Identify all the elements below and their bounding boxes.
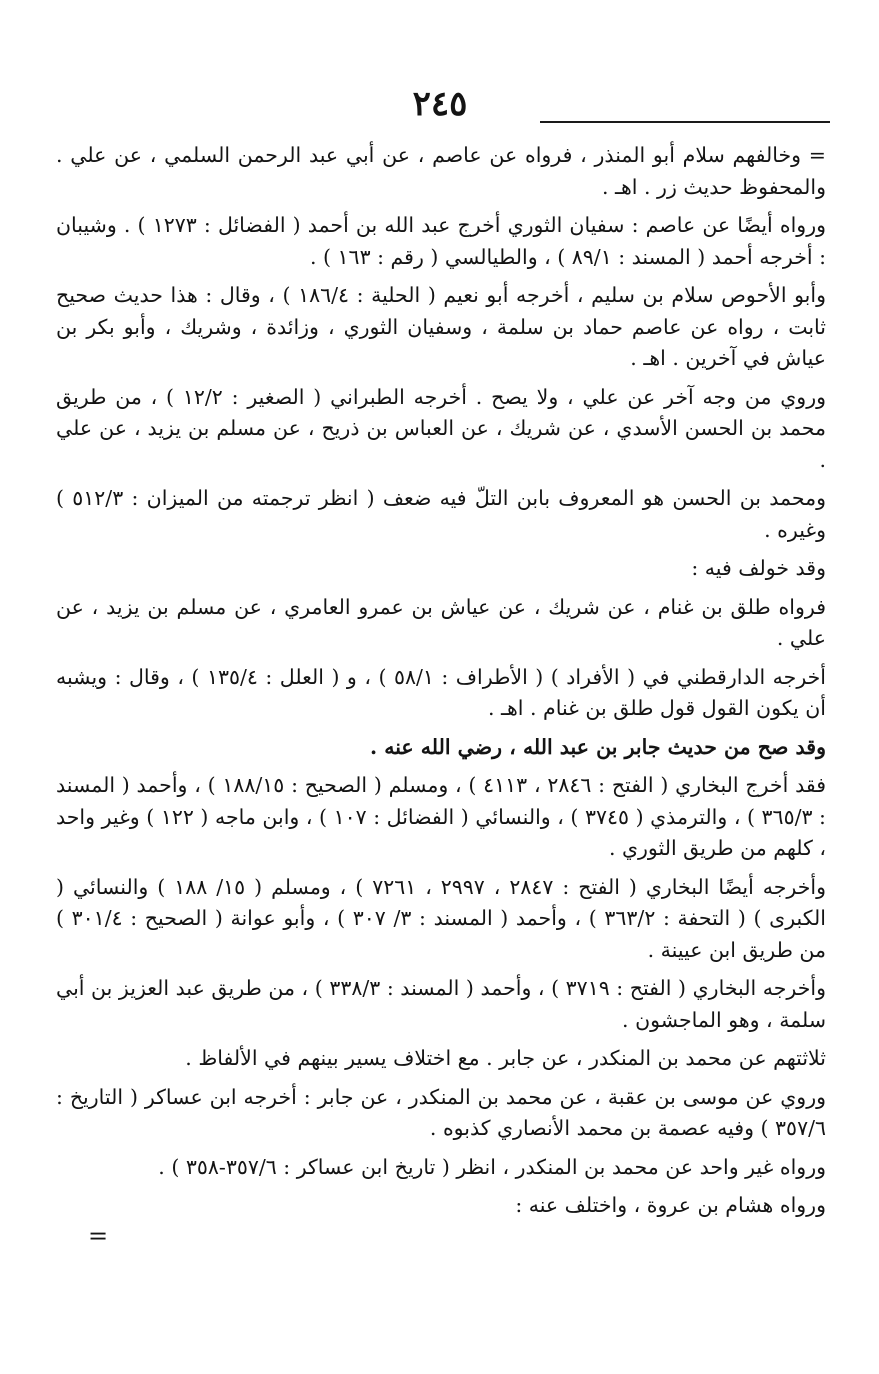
continuation-mark: =	[88, 1222, 109, 1250]
paragraph-2: ورواه أيضًا عن عاصم : سفيان الثوري أخرج عبد الله بن أحمد ( الفضائل : ١٢٧٣ ) . وشيبان : أخرجه أحمد ( المسند : ٨٩/١ ) ، والطيالسي ( رقم : ١٦٣ ) .	[56, 213, 826, 269]
paragraph-5: ومحمد بن الحسن هو المعروف بابن التلّ فيه ضعف ( انظر ترجمته من الميزان : ٥١٢/٣ ) وغيره .	[56, 486, 826, 542]
paragraph-14: وروي عن موسى بن عقبة ، عن محمد بن المنكدر ، عن جابر : أخرجه ابن عساكر ( التاريخ : ٣٥٧/٦ ) وفيه عصمة بن محمد الأنصاري كذبوه .	[56, 1084, 826, 1140]
paragraph-6: وقد خولف فيه :	[691, 556, 826, 580]
paragraph-16: ورواه هشام بن عروة ، واختلف عنه :	[515, 1193, 826, 1217]
header-rule	[540, 121, 830, 123]
paragraph-4: وروي من وجه آخر عن علي ، ولا يصح . أخرجه الطبراني ( الصغير : ١٢/٢ ) ، من طريق محمد بن الحسن الأسدي ، عن شريك ، عن العباس بن ذريح ، عن مسلم بن يزيد ، عن علي .	[56, 384, 827, 472]
paragraph-13: ثلاثتهم عن محمد بن المنكدر ، عن جابر . مع اختلاف يسير بينهم في الألفاظ .	[185, 1046, 826, 1070]
paragraph-8: أخرجه الدارقطني في ( الأفراد ) ( الأطراف : ٥٨/١ ) ، و ( العلل : ١٣٥/٤ ) ، وقال : ويشبه أن يكون القول قول طلق بن غنام . اهـ .	[56, 664, 826, 720]
paragraph-9-heading: وقد صح من حديث جابر بن عبد الله ، رضي الله عنه .	[369, 734, 826, 759]
paragraph-3: وأبو الأحوص سلام بن سليم ، أخرجه أبو نعيم ( الحلية : ١٨٦/٤ ) ، وقال : هذا حديث صحيح ثابت ، رواه عن عاصم حماد بن سلمة ، وسفيان الثوري ، وزائدة ، وشريك ، وأبو بكر بن عياش في آخرين . اهـ .	[56, 283, 826, 370]
paragraph-11: وأخرجه أيضًا البخاري ( الفتح : ٢٨٤٧ ، ٢٩٩٧ ، ٧٢٦١ ) ، ومسلم ( ١٥/ ١٨٨ ) والنسائي ( الكبرى ) ( التحفة : ٣٦٣/٢ ) ، وأحمد ( المسند : ٣/ ٣٠٧ ) ، وأبو عوانة ( الصحيح : ٣٠١/٤ ) من طريق ابن عيينة .	[56, 874, 826, 962]
paragraph-15: ورواه غير واحد عن محمد بن المنكدر ، انظر ( تاريخ ابن عساكر : ٣٥٧/٦-٣٥٨ ) .	[158, 1154, 826, 1179]
paragraph-12: وأخرجه البخاري ( الفتح : ٣٧١٩ ) ، وأحمد ( المسند : ٣٣٨/٣ ) ، من طريق عبد العزيز بن أبي سلمة ، وهو الماجشون .	[56, 976, 826, 1032]
footnote-text	[56, 140, 826, 1229]
paragraph-7: فرواه طلق بن غنام ، عن شريك ، عن عياش بن عمرو العامري ، عن مسلم بن يزيد ، عن علي .	[56, 594, 826, 650]
paragraph-1: = وخالفهم سلام أبو المنذر ، فرواه عن عاصم ، عن أبي عبد الرحمن السلمي ، عن علي . والمحفوظ حديث زر . اهـ .	[56, 143, 826, 199]
paragraph-10: فقد أخرج البخاري ( الفتح : ٢٨٤٦ ، ٤١١٣ ) ، ومسلم ( الصحيح : ١٨٨/١٥ ) ، وأحمد ( المسند : ٣٦٥/٣ ) ، والترمذي ( ٣٧٤٥ ) ، والنسائي ( الفضائل : ١٠٧ ) ، وابن ماجه ( ١٢٢ ) وغير واحد ، كلهم من طريق الثوري .	[56, 773, 826, 860]
page-number: ٢٤٥	[412, 84, 468, 124]
